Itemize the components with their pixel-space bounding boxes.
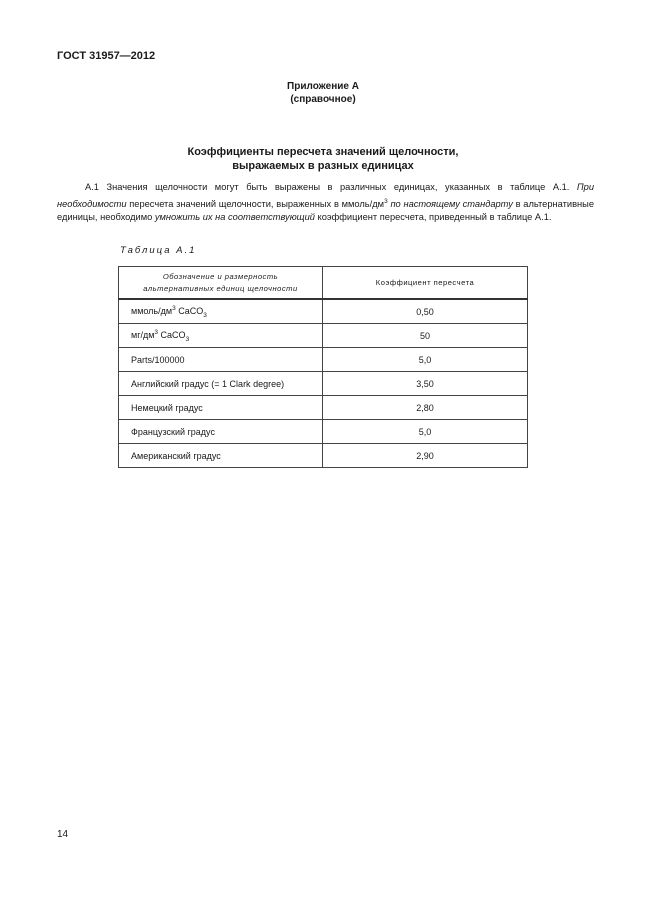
table-row: [119, 420, 528, 444]
coefficient-cell: 0,50: [323, 299, 528, 324]
table-row: [119, 444, 528, 468]
superscript: 3: [384, 197, 388, 205]
coefficient-cell: 50: [323, 324, 528, 348]
paragraph-text: А.1 Значения щелочности могут быть выражены в различных единицах, указанных в таблице А.1.: [85, 182, 577, 192]
header-line: Обозначение и размерность: [162, 271, 279, 281]
unit-cell: [119, 324, 323, 348]
coefficient-cell: 2,90: [323, 444, 528, 468]
appendix-subtitle: (справочное): [290, 94, 356, 105]
coefficient-cell: 3,50: [323, 372, 528, 396]
unit-cell: Немецкий градус: [119, 396, 323, 420]
subscript: 3: [203, 311, 207, 319]
paragraph-italic: При необходимости: [57, 182, 594, 209]
table-header-unit: [119, 267, 323, 300]
unit-cell: Английский градус (= 1 Clark degree): [119, 372, 323, 396]
paragraph-italic: умножить их на соответствующий: [154, 212, 315, 223]
table-row: [119, 299, 528, 324]
coefficient-cell: 2,80: [323, 396, 528, 420]
section-title-line2: выражаемых в разных единицах: [232, 160, 414, 172]
table-row: [119, 372, 528, 396]
appendix-title: Приложение А: [287, 81, 359, 92]
conversion-table: [118, 266, 528, 468]
unit-cell: Американский градус: [119, 444, 323, 468]
paragraph-text: коэффициент пересчета, приведенный в таблице А.1.: [314, 212, 552, 223]
coefficient-cell: 5,0: [323, 348, 528, 372]
table-header-coefficient: Коэффициент пересчета: [323, 267, 528, 300]
unit-text: ммоль/дм: [131, 305, 173, 316]
paragraph-a1: [57, 181, 594, 225]
unit-cell: [119, 299, 323, 324]
superscript: 3: [154, 328, 159, 336]
unit-cell: Parts/100000: [119, 348, 323, 372]
document-code: ГОСТ 31957—2012: [57, 50, 156, 62]
paragraph-text: пересчета значений щелочности, выраженных в ммоль/дм: [126, 198, 385, 209]
coefficient-cell: 5,0: [323, 420, 528, 444]
table-row: [119, 396, 528, 420]
superscript: 3: [172, 304, 176, 312]
unit-cell: Французский градус: [119, 420, 323, 444]
table-row: [119, 348, 528, 372]
unit-text: CaCO: [175, 305, 204, 316]
section-title: [0, 145, 646, 173]
table-row: [119, 324, 528, 348]
unit-text: CaCO: [158, 329, 186, 340]
unit-text: мг/дм: [131, 329, 155, 340]
appendix-heading: [0, 80, 646, 106]
table-header-row: [119, 267, 528, 300]
table-caption: Таблица А.1: [120, 245, 197, 256]
paragraph-italic: по настоящему стандарту: [390, 198, 513, 209]
page-number: 14: [57, 829, 69, 840]
subscript: 3: [185, 335, 190, 343]
paragraph-text: в альтернативные единицы, необходимо: [57, 198, 594, 223]
section-title-line1: Коэффициенты пересчета значений щелочности,: [187, 146, 459, 158]
header-line: альтернативных единиц щелочности: [143, 283, 298, 293]
